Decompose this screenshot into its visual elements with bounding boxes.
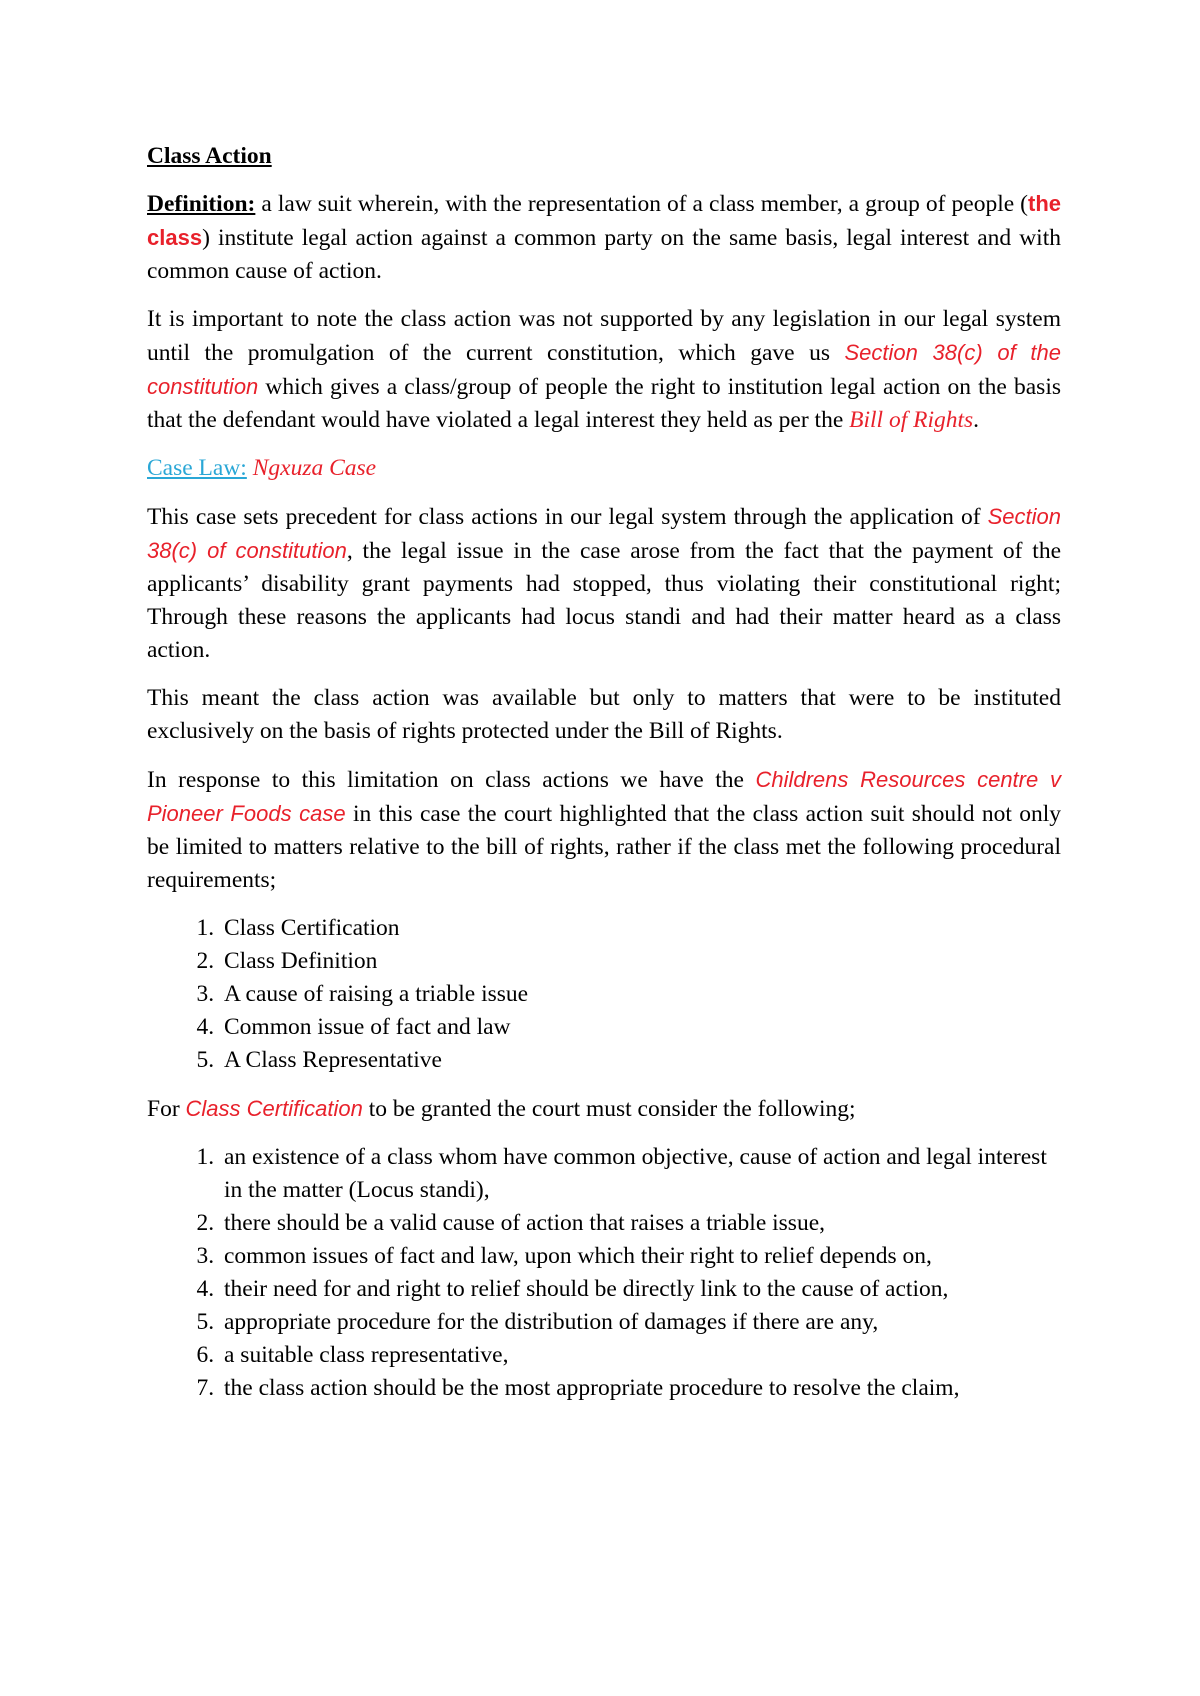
considerations-list [147,1141,1061,1405]
response-ref: Childrens Resources centre v Pioneer Foods case [147,767,1061,826]
case-law-heading [147,452,1061,485]
response-paragraph [147,763,1061,897]
list-item: 4. Common issue of fact and law [220,1011,1061,1044]
legislation-text-1: It is important to note the class action was not supported by any legislation in our legal system until the promulgation of the current constitution, which gave us [147,306,1061,366]
precedent-ref: Section 38(c) of constitution [147,504,1061,563]
list-item: 3. common issues of fact and law, upon which their right to relief depends on, [220,1240,1061,1273]
certification-text-2: to be granted the court must consider the following; [362,1096,856,1122]
definition-text-1: a law suit wherein, with the representation of a class member, a group of people ( [255,191,1028,217]
certification-paragraph [147,1092,1061,1126]
list-item: 1. Class Certification [220,912,1061,945]
precedent-paragraph [147,500,1061,667]
legislation-ref-section: Section 38(c) of the constitution [147,340,1061,399]
list-item: 6. a suitable class representative, [220,1339,1061,1372]
list-item: 1. an existence of a class whom have common objective, cause of action and legal interest in the matter (Locus standi), [220,1141,1061,1207]
legislation-text-2: which gives a class/group of people the right to institution legal action on the basis that the defendant would have violated a legal interest they held as per the [147,374,1061,433]
list-item: 5. A Class Representative [220,1044,1061,1077]
list-item: 4. their need for and right to relief should be directly link to the cause of action, [220,1273,1061,1306]
precedent-text-2: , the legal issue in the case arose from the fact that the payment of the applicants’ disability grant payments had stopped, thus violating their constitutional right; Through these reasons the applicants had locus standi and had their matter heard as a class action. [147,538,1061,663]
response-text-2: in this case the court highlighted that the class action suit should not only be limited to matters relative to the bill of rights, rather if the class met the following procedural requirements; [147,801,1061,893]
document-title: Class Action [147,143,272,169]
list-item: 3. A cause of raising a triable issue [220,978,1061,1011]
meant-paragraph: This meant the class action was available but only to matters that were to be instituted exclusively on the basis of rights protected under the Bill of Rights. [147,685,1061,744]
certification-ref: Class Certification [185,1096,363,1121]
list-item: 5. appropriate procedure for the distribution of damages if there are any, [220,1306,1061,1339]
definition-highlight: the class [147,191,1061,250]
requirements-list [147,912,1061,1077]
response-text-1: In response to this limitation on class actions we have the [147,767,756,793]
list-item: 7. the class action should be the most appropriate procedure to resolve the claim, [220,1372,1061,1405]
document-page [147,140,1061,1420]
certification-text-1: For [147,1096,186,1122]
definition-label: Definition: [147,191,256,217]
list-item: 2. there should be a valid cause of action that raises a triable issue, [220,1207,1061,1240]
legislation-paragraph [147,303,1061,437]
definition-text-2: ) institute legal action against a common party on the same basis, legal interest and with common cause of action. [147,225,1061,284]
precedent-text-1: This case sets precedent for class actions in our legal system through the application of [147,504,988,530]
case-law-name: Ngxuza Case [246,455,377,481]
legislation-ref-bill: Bill of Rights [849,407,974,433]
legislation-text-3: . [973,407,980,433]
case-law-label: Case Law: [147,455,247,481]
definition-paragraph [147,187,1061,288]
list-item: 2. Class Definition [220,945,1061,978]
